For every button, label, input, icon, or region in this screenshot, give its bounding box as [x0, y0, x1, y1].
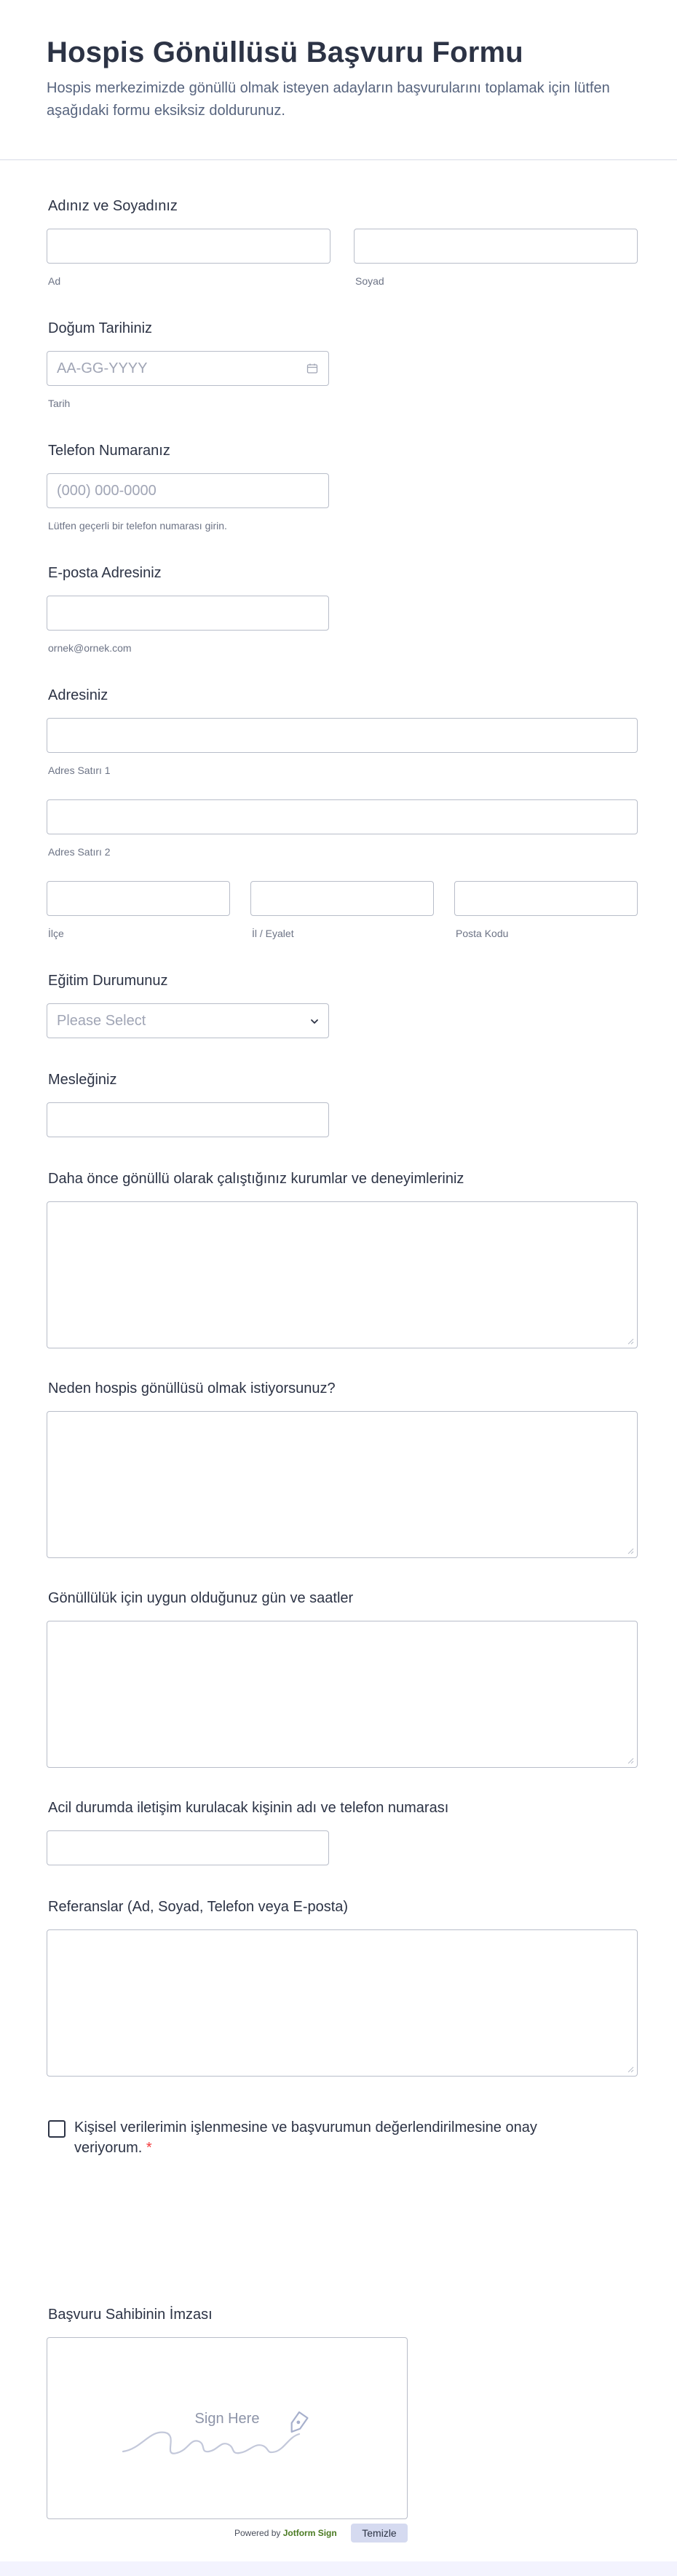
education-select[interactable]: [47, 1003, 329, 1038]
address-line1-input[interactable]: [47, 718, 638, 753]
last-name-sublabel: Soyad: [355, 275, 384, 287]
district-sublabel: İlçe: [48, 928, 64, 939]
powered-by-text: [234, 2528, 337, 2538]
motivation-textarea[interactable]: [47, 1411, 638, 1558]
phone-input[interactable]: [47, 473, 329, 508]
calendar-icon[interactable]: [306, 363, 318, 374]
resize-grip-icon[interactable]: [627, 2066, 634, 2073]
emergency-contact-label: Acil durumda iletişim kurulacak kişinin adı ve telefon numarası: [48, 1800, 449, 1816]
clear-signature-button[interactable]: Temizle: [351, 2524, 408, 2543]
availability-label: Gönüllülük için uygun olduğunuz gün ve saatler: [48, 1590, 354, 1606]
signature-hint: Sign Here: [194, 2411, 260, 2427]
signature-label: Başvuru Sahibinin İmzası: [48, 2307, 213, 2323]
birth-date-placeholder: AA-GG-YYYY: [57, 360, 148, 376]
education-placeholder: Please Select: [57, 1013, 146, 1029]
experience-textarea[interactable]: [47, 1201, 638, 1348]
signature-pad[interactable]: [47, 2337, 408, 2519]
province-input[interactable]: [250, 881, 434, 916]
jotform-sign-brand: Jotform Sign: [282, 2528, 337, 2538]
form-title: Hospis Gönüllüsü Başvuru Formu: [47, 36, 523, 68]
resize-grip-icon[interactable]: [627, 1547, 634, 1554]
name-label: Adınız ve Soyadınız: [48, 198, 178, 214]
signature-scribble-icon: [120, 2408, 331, 2466]
availability-textarea[interactable]: [47, 1621, 638, 1768]
references-label: Referanslar (Ad, Soyad, Telefon veya E-posta): [48, 1899, 349, 1915]
last-name-input[interactable]: [354, 229, 638, 264]
consent-text: [74, 2117, 598, 2158]
phone-placeholder: (000) 000-0000: [57, 483, 157, 499]
birth-date-input[interactable]: [47, 351, 329, 386]
address-line2-sublabel: Adres Satırı 2: [48, 846, 111, 858]
first-name-input[interactable]: [47, 229, 330, 264]
district-input[interactable]: [47, 881, 230, 916]
required-mark: *: [146, 2140, 152, 2156]
address-line2-input[interactable]: [47, 799, 638, 834]
page-footer-strip: [0, 2561, 677, 2576]
email-label: E-posta Adresiniz: [48, 565, 162, 581]
chevron-down-icon: [309, 1016, 320, 1027]
email-sublabel: ornek@ornek.com: [48, 642, 132, 654]
emergency-contact-input[interactable]: [47, 1830, 329, 1865]
province-sublabel: İl / Eyalet: [252, 928, 294, 939]
phone-sublabel: Lütfen geçerli bir telefon numarası girin.: [48, 520, 227, 532]
consent-checkbox[interactable]: [48, 2120, 66, 2138]
references-textarea[interactable]: [47, 1929, 638, 2077]
powered-prefix: Powered by: [234, 2528, 281, 2538]
birth-date-label: Doğum Tarihiniz: [48, 320, 153, 336]
occupation-input[interactable]: [47, 1102, 329, 1137]
address-line1-sublabel: Adres Satırı 1: [48, 764, 111, 776]
experience-label: Daha önce gönüllü olarak çalıştığınız kurumlar ve deneyimleriniz: [48, 1171, 464, 1187]
form-subtitle: Hospis merkezimizde gönüllü olmak isteyen adayların başvurularını toplamak için lütfen aşağıdaki formu eksiksiz doldurunuz.: [47, 80, 610, 119]
postal-code-input[interactable]: [454, 881, 638, 916]
first-name-sublabel: Ad: [48, 275, 61, 287]
phone-label: Telefon Numaranız: [48, 443, 170, 459]
resize-grip-icon[interactable]: [627, 1338, 634, 1345]
consent-label: Kişisel verilerimin işlenmesine ve başvurumun değerlendirilmesine onay veriyorum.: [74, 2119, 537, 2156]
postal-code-sublabel: Posta Kodu: [456, 928, 509, 939]
address-label: Adresiniz: [48, 687, 108, 703]
motivation-label: Neden hospis gönüllüsü olmak istiyorsunuz?: [48, 1380, 336, 1396]
resize-grip-icon[interactable]: [627, 1757, 634, 1764]
occupation-label: Mesleğiniz: [48, 1072, 117, 1088]
email-input[interactable]: [47, 596, 329, 631]
education-label: Eğitim Durumunuz: [48, 973, 168, 989]
birth-date-sublabel: Tarih: [48, 398, 71, 409]
